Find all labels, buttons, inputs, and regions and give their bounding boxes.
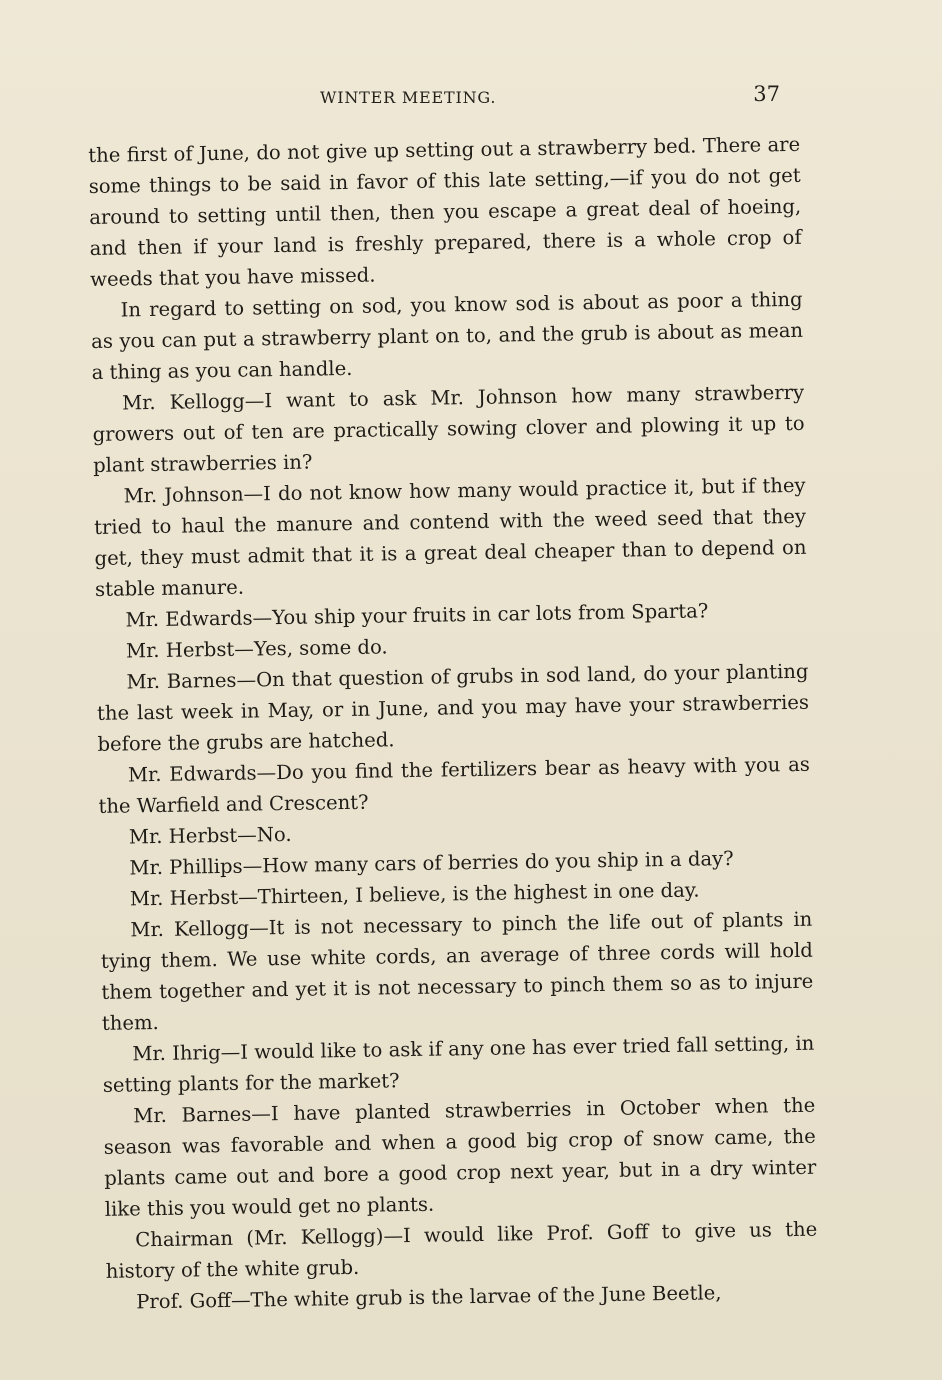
paragraph-text: On that question of grubs in sod land, do your planting the last week in May, or in June, and you may have your strawberries before the grubs are hatched. bbox=[96, 659, 810, 756]
paragraph-text: the first of June, do not give up setting out a strawberry bed. There are some things to be said in favor of this late setting,—if you do not get around to setting until then, then you escape a great deal of hoeing, and then if your land is freshly prepared, there is a whole crop of weeds that you have missed. bbox=[88, 132, 802, 291]
page-body bbox=[88, 129, 818, 1318]
paragraph bbox=[93, 470, 807, 605]
paragraph bbox=[88, 129, 802, 295]
speaker: Mr. Kellogg— bbox=[121, 389, 265, 415]
paragraph bbox=[103, 1090, 817, 1225]
paragraph bbox=[105, 1214, 818, 1287]
speaker: Mr. Edwards— bbox=[127, 761, 277, 787]
paragraph-text: I want to ask Mr. Johnson how many strawberry growers out of ten are practically sowing clover and plowing it up to plant strawberries in? bbox=[92, 380, 805, 477]
speaker: Mr. Kellogg— bbox=[130, 916, 269, 942]
paragraph bbox=[96, 656, 809, 760]
paragraph bbox=[102, 1028, 815, 1101]
paragraph-text: How many cars of berries do you ship in a day? bbox=[262, 846, 734, 878]
paragraph-text: I would like Prof. Goff to give us the history of the white grub. bbox=[105, 1217, 818, 1283]
speaker: Mr. Herbst— bbox=[125, 637, 255, 663]
paragraph-text: Yes, some do. bbox=[253, 635, 388, 661]
running-head: WINTER MEETING. bbox=[320, 88, 497, 107]
paragraph-text: I would like to ask if any one has ever tried fall setting, in setting plants for the market? bbox=[102, 1031, 815, 1097]
paragraph-text: I have planted strawberries in October when the season was favorable and when a good big crop of snow came, the plants came out and bore a good crop next year, but in a dry winter like this you would get no plants. bbox=[103, 1093, 817, 1221]
paragraph-text: It is not necessary to pinch the life out of plants in tying them. We use white cords, an average of three cords will hold them together and yet it is not necessary to pinch them so as to injure them. bbox=[100, 907, 814, 1035]
speaker: Mr. Herbst— bbox=[128, 823, 257, 849]
speaker: Mr. Johnson— bbox=[123, 482, 264, 508]
paragraph-text: Thirteen, I believe, is the highest in one day. bbox=[257, 878, 700, 909]
paragraph-text: Do you find the fertilizers bear as heavy with you as the Warfield and Crescent? bbox=[98, 752, 811, 818]
speaker: Mr. Edwards— bbox=[125, 606, 273, 632]
paragraph-text: I do not know how many would practice it, but if they tried to haul the manure and contend with the weed seed that they get, they must admit that it is a great deal cheaper than to depend on stable manure. bbox=[93, 473, 807, 601]
page-header bbox=[320, 84, 780, 116]
speaker: Mr. Ihrig— bbox=[132, 1040, 241, 1066]
paragraph bbox=[100, 904, 814, 1039]
paragraph bbox=[92, 377, 805, 481]
speaker: Chairman (Mr. Kellogg)— bbox=[135, 1224, 404, 1252]
speaker: Mr. Barnes— bbox=[133, 1102, 272, 1128]
speaker: Mr. Barnes— bbox=[126, 668, 257, 694]
paragraph-text: You ship your fruits in car lots from Sparta? bbox=[271, 599, 709, 630]
page-number: 37 bbox=[753, 82, 780, 106]
paragraph-text: In regard to setting on sod, you know sod is about as poor a thing as you can put a strawberry plant on to, and the grub is about as mean a thing as you can handle. bbox=[90, 287, 804, 384]
paragraph-text: The white grub is the larvae of the June Beetle, bbox=[250, 1281, 722, 1312]
paragraph bbox=[90, 284, 803, 388]
speaker: Prof. Goff— bbox=[136, 1288, 251, 1314]
speaker: Mr. Phillips— bbox=[129, 854, 263, 880]
speaker: Mr. Herbst— bbox=[129, 885, 258, 911]
paragraph bbox=[98, 749, 811, 822]
paragraph-text: No. bbox=[256, 822, 292, 847]
